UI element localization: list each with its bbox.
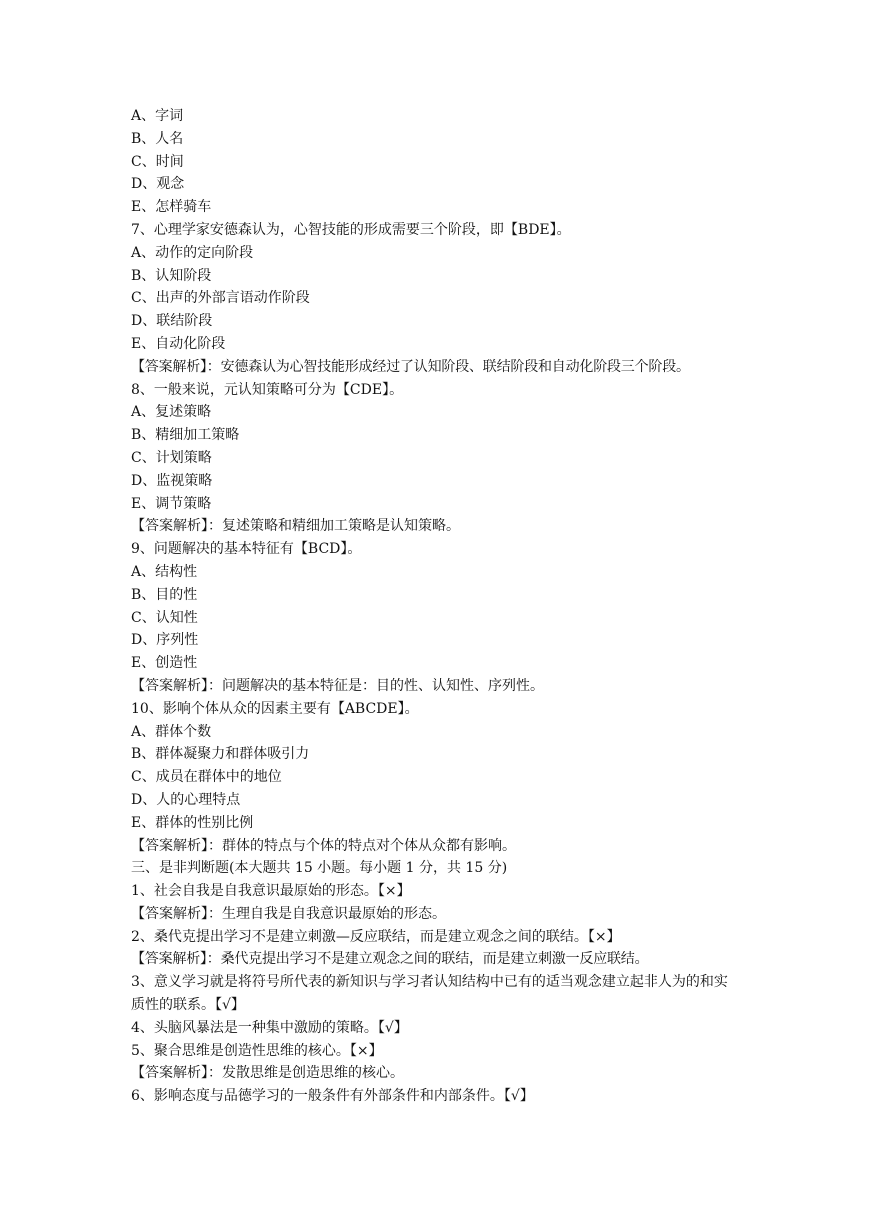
option-line: C、认知性 bbox=[131, 609, 198, 626]
option-line: B、群体凝聚力和群体吸引力 bbox=[131, 746, 310, 763]
option-line: D、人的心理特点 bbox=[131, 791, 241, 808]
option-line: B、人名 bbox=[131, 130, 184, 147]
section-heading: 三、是非判断题(本大题共 15 小题。每小题 1 分，共 15 分) bbox=[131, 860, 508, 877]
option-line: C、计划策略 bbox=[131, 449, 212, 466]
option-line: E、自动化阶段 bbox=[131, 335, 226, 352]
option-line: A、动作的定向阶段 bbox=[131, 244, 254, 261]
answer-explanation-j1: 【答案解析】：生理自我是自我意识最原始的形态。 bbox=[131, 905, 446, 922]
option-line: A、结构性 bbox=[131, 563, 198, 580]
judgment-question-5: 5、聚合思维是创造性思维的核心。【×】 bbox=[131, 1042, 383, 1059]
answer-explanation-j2: 【答案解析】：桑代克提出学习不是建立观念之间的联结，而是建立刺激一反应联结。 bbox=[131, 951, 649, 968]
option-line: D、监视策略 bbox=[131, 472, 213, 489]
option-line: B、认知阶段 bbox=[131, 267, 212, 284]
option-line: B、目的性 bbox=[131, 586, 198, 603]
option-line: E、群体的性别比例 bbox=[131, 814, 254, 831]
judgment-question-2: 2、桑代克提出学习不是建立刺激—反应联结，而是建立观念之间的联结。【×】 bbox=[131, 928, 621, 945]
judgment-question-3: 3、意义学习就是将符号所代表的新知识与学习者认知结构中已有的适当观念建立起非人为的和实质性的联系。【√】 bbox=[131, 974, 728, 1014]
option-line: A、复述策略 bbox=[131, 404, 212, 421]
option-line: C、时间 bbox=[131, 153, 184, 170]
option-line: D、观念 bbox=[131, 176, 185, 193]
answer-explanation-j5: 【答案解析】：发散思维是创造思维的核心。 bbox=[131, 1065, 404, 1082]
answer-explanation-9: 【答案解析】：问题解决的基本特征是：目的性、认知性、序列性。 bbox=[131, 677, 544, 694]
option-line: E、怎样骑车 bbox=[131, 199, 212, 216]
document-body bbox=[131, 105, 741, 1108]
question-9: 9、问题解决的基本特征有【BCD】。 bbox=[131, 541, 362, 558]
question-7: 7、心理学家安德森认为，心智技能的形成需要三个阶段，即【BDE】。 bbox=[131, 221, 571, 238]
judgment-question-4: 4、头脑风暴法是一种集中激励的策略。【√】 bbox=[131, 1019, 408, 1036]
option-line: E、调节策略 bbox=[131, 495, 212, 512]
judgment-question-6: 6、影响态度与品德学习的一般条件有外部条件和内部条件。【√】 bbox=[131, 1088, 534, 1105]
option-line: D、序列性 bbox=[131, 632, 199, 649]
option-line: C、出声的外部言语动作阶段 bbox=[131, 290, 310, 307]
answer-explanation-10: 【答案解析】：群体的特点与个体的特点对个体从众都有影响。 bbox=[131, 837, 516, 854]
question-8: 8、一般来说，元认知策略可分为【CDE】。 bbox=[131, 381, 404, 398]
question-10: 10、影响个体从众的因素主要有【ABCDE】。 bbox=[131, 700, 419, 717]
option-line: A、群体个数 bbox=[131, 723, 212, 740]
option-line: D、联结阶段 bbox=[131, 313, 213, 330]
answer-explanation-7: 【答案解析】：安德森认为心智技能形成经过了认知阶段、联结阶段和自动化阶段三个阶段。 bbox=[131, 358, 690, 375]
option-line: A、字词 bbox=[131, 108, 184, 124]
option-line: C、成员在群体中的地位 bbox=[131, 769, 282, 786]
option-line: E、创造性 bbox=[131, 655, 198, 672]
option-line: B、精细加工策略 bbox=[131, 427, 240, 444]
answer-explanation-8: 【答案解析】：复述策略和精细加工策略是认知策略。 bbox=[131, 518, 460, 535]
judgment-question-1: 1、社会自我是自我意识最原始的形态。【×】 bbox=[131, 883, 411, 900]
